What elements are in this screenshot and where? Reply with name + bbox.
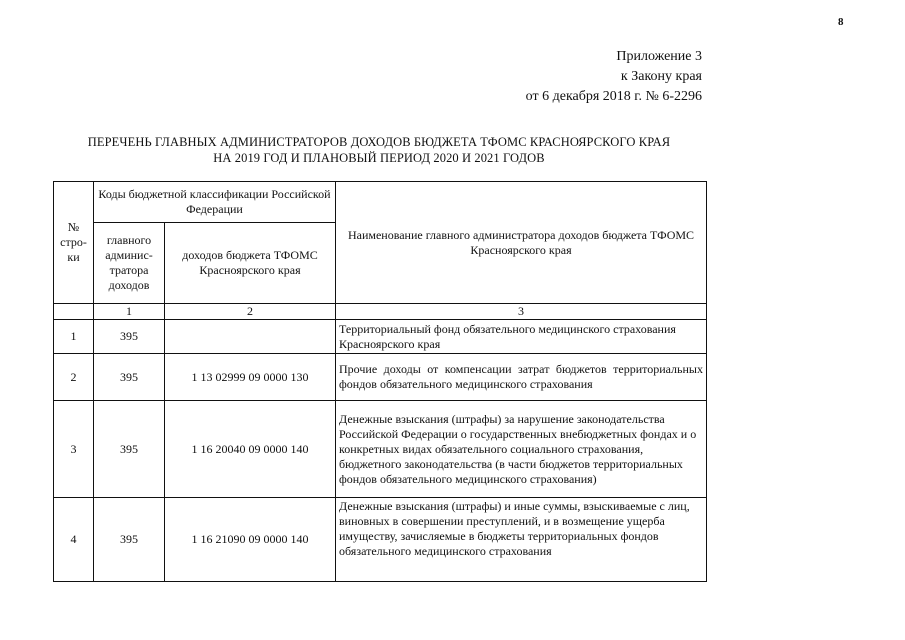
administrator-name: Территориальный фонд обязательного медицинского страхования Красноярского края xyxy=(336,320,707,354)
income-code xyxy=(165,320,336,354)
header-income-code: доходов бюджета ТФОМС Красноярского края xyxy=(165,223,336,304)
table-row xyxy=(54,401,707,498)
title-line-1: ПЕРЕЧЕНЬ ГЛАВНЫХ АДМИНИСТРАТОРОВ ДОХОДОВ БЮДЖЕТА ТФОМС КРАСНОЯРСКОГО КРАЯ xyxy=(87,135,671,149)
header-admin-code: главного админис-тратора доходов xyxy=(94,223,165,304)
income-code: 1 16 20040 09 0000 140 xyxy=(165,401,336,498)
row-number: 1 xyxy=(54,320,94,354)
header-row-no: № стро-ки xyxy=(54,182,94,304)
column-number: 3 xyxy=(336,304,707,320)
admin-code: 395 xyxy=(94,354,165,401)
income-code: 1 13 02999 09 0000 130 xyxy=(165,354,336,401)
table-row xyxy=(54,354,707,401)
header-name: Наименование главного администратора доходов бюджета ТФОМС Красноярского края xyxy=(336,182,707,304)
appendix-line-1: Приложение 3 xyxy=(616,49,702,64)
title-line-2: НА 2019 ГОД И ПЛАНОВЫЙ ПЕРИОД 2020 И 2021 ГОДОВ xyxy=(213,151,545,165)
row-number: 4 xyxy=(54,498,94,582)
administrator-name: Денежные взыскания (штрафы) за нарушение законодательства Российской Федерации о государственных внебюджетных фондах и о конкретных видах обязательного социального страхования, бюджетного законодательства (в части бюджетов территориальных фондов обязательного медицинского страхования) xyxy=(336,401,707,498)
appendix-line-3: от 6 декабря 2018 г. № 6-2296 xyxy=(525,89,702,104)
page-number: 8 xyxy=(838,16,844,28)
admin-code: 395 xyxy=(94,498,165,582)
table-row xyxy=(54,498,707,582)
admin-code: 395 xyxy=(94,320,165,354)
column-number: 1 xyxy=(94,304,165,320)
table-row xyxy=(54,320,707,354)
appendix-block xyxy=(526,47,702,107)
row-number: 2 xyxy=(54,354,94,401)
administrators-table xyxy=(53,181,707,582)
header-codes-group: Коды бюджетной классификации Российской Федерации xyxy=(94,182,336,223)
row-number: 3 xyxy=(54,401,94,498)
column-number-blank xyxy=(54,304,94,320)
administrator-name: Прочие доходы от компенсации затрат бюджетов территориальных фондов обязательного медицинского страхования xyxy=(336,354,707,401)
admin-code: 395 xyxy=(94,401,165,498)
column-number: 2 xyxy=(165,304,336,320)
income-code: 1 16 21090 09 0000 140 xyxy=(165,498,336,582)
appendix-line-2: к Закону края xyxy=(620,69,702,84)
administrator-name: Денежные взыскания (штрафы) и иные суммы, взыскиваемые с лиц, виновных в совершении преступлений, и в возмещение ущерба имуществу, зачисляемые в бюджеты территориальных фондов обязательного медицинского страхования xyxy=(336,498,707,582)
column-numbers-row xyxy=(54,304,707,320)
header-row xyxy=(54,182,707,223)
document-title xyxy=(55,134,703,166)
